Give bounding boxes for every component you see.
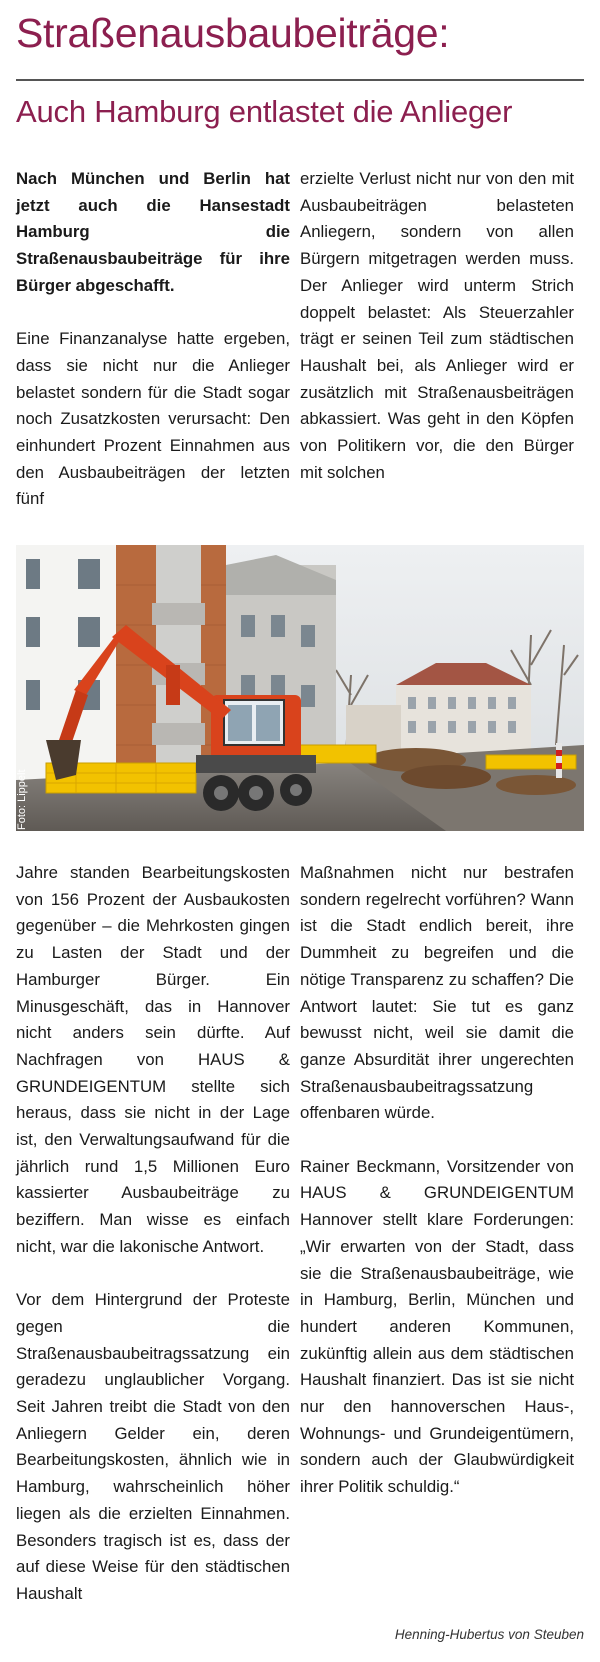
title-divider [16,79,584,81]
author-byline: Henning-Hubertus von Steuben [394,1627,584,1642]
paragraph: Vor dem Hintergrund der Proteste gegen die Straßenausbaubeitragssatzung ein geradezu unglaublicher Vorgang. Seit Jahren treibt die Stadt von den Anliegern Gelder ein, deren Bearbeitungskosten, ähnlich wie in Hamburg, wahrscheinlich höher liegen als die erzielten Einnahmen. Besonders tragisch ist es, dass der auf diese Weise für den städtischen Haushalt [16,1290,290,1603]
paragraph: Maßnahmen nicht nur bestrafen sondern regelrecht vorführen? Wann ist die Stadt endlich bereit, ihre Dummheit zu begreifen und die nötige Transparenz zu schaffen? Die Antwort lautet: Sie tut es ganz bewusst nicht, weil sie damit die ganze Absurdität ihrer ungerechten Straßenausbaubeitragssatzung offenbaren würde. [300,863,574,1123]
paragraph: Rainer Beckmann, Vorsitzender von HAUS & GRUNDEIGENTUM Hannover stellt klare Forderungen: „Wir erwarten von der Stadt, dass sie die Straßenausbaubeiträge, wie in Hamburg, Berlin, München und hundert anderen Kommunen, zukünftig allein aus dem städtischen Haushalt finanziert. Das ist sie nicht nur den hannoverschen Haus-, Wohnungs- und Grundeigentümern, sondern auch der Glaubwürdigkeit ihrer Politik schuldig.“ [300,1156,574,1497]
paragraph: Eine Finanzanalyse hatte ergeben, dass sie nicht nur die Anlieger belastet sondern für die Stadt sogar noch Zusatzkosten verursacht: Den einhundert Prozent Einnahmen aus den Ausbaubeiträgen der letzten fünf [16,329,290,509]
paragraph: Jahre standen Bearbeitungskosten von 156 Prozent der Ausbaukosten gegenüber – die Mehrkosten gingen zu Lasten der Stadt und der Hamburger Bürger. Ein Minusgeschäft, das in Hannover nicht anders sein dürfte. Auf Nachfragen von HAUS & GRUNDEIGENTUM stellte sich heraus, dass sie nicht in der Lage ist, den Verwaltungsaufwand für die jährlich rund 1,5 Millionen Euro kassierter Ausbaubeiträge zu beziffern. Man wisse es einfach nicht, war die lakonische Antwort. [16,863,290,1256]
page-subtitle: Auch Hamburg entlastet die Anlieger [16,94,513,129]
roadwork-photo [16,545,584,831]
article-photo [16,545,584,831]
page-title: Straßenausbaubeiträge: [16,10,450,56]
article-column-4 [300,860,574,1501]
lead-paragraph: Nach München und Berlin hat jetzt auch die Hansestadt Hamburg die Straßenausbaubeiträge für ihre Bürger abgeschafft. [16,169,290,295]
paragraph: erzielte Verlust nicht nur von den mit Ausbaubeiträgen belasteten Anliegern, sondern von allen Bürgern mitgetragen werden muss. Der Anlieger wird unterm Strich doppelt belastet: Als Steuerzahler trägt er seinen Teil zum städtischen Haushalt bei, als Anlieger wird er zusätzlich mit Straßenausbeiträgen abkassiert. Was geht in den Köpfen von Politikern vor, die den Bürger mit solchen [300,169,574,482]
article-column-2 [300,166,574,486]
article-column-3 [16,860,290,1608]
photo-credit: Foto: Lippelt [16,769,28,830]
article-column-1 [16,166,290,513]
